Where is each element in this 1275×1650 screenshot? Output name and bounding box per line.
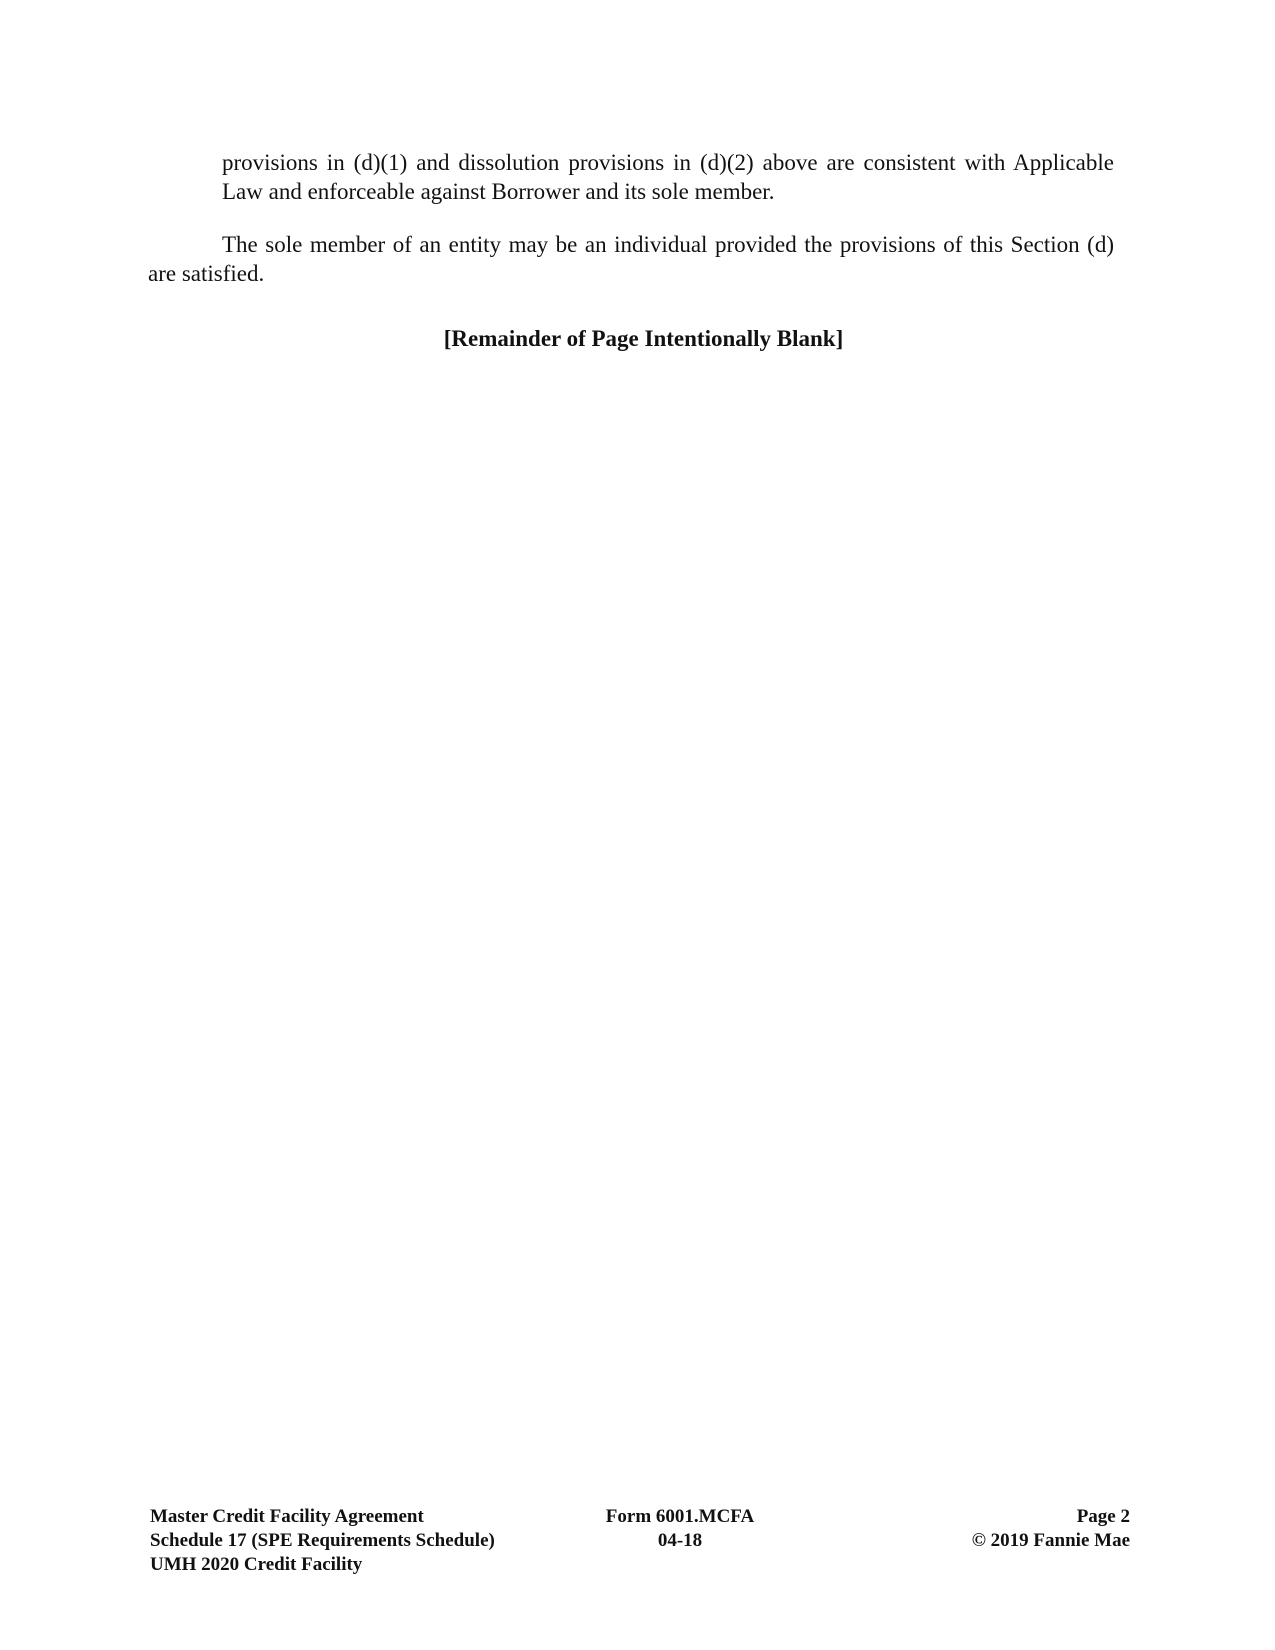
footer-schedule-title: Schedule 17 (SPE Requirements Schedule) (150, 1530, 495, 1551)
footer-page-number: Page 2 (1076, 1506, 1130, 1527)
footer-form-date: 04-18 (657, 1530, 703, 1551)
footer-center-block (580, 1505, 780, 1553)
remainder-blank-notice: [Remainder of Page Intentionally Blank] (443, 326, 844, 351)
footer-agreement-title: Master Credit Facility Agreement (150, 1506, 424, 1527)
footer-copyright: © 2019 Fannie Mae (971, 1530, 1130, 1551)
paragraph-sole-member: The sole member of an entity may be an individual provided the provisions of this Section (d) are satisfied. (148, 232, 1114, 286)
footer-facility-name: UMH 2020 Credit Facility (150, 1554, 363, 1575)
footer-right-block (880, 1505, 1130, 1553)
paragraph-continuation: provisions in (d)(1) and dissolution provisions in (d)(2) above are consistent with Applicable Law and enforceable against Borrower and its sole member. (222, 150, 1114, 204)
footer-form-number: Form 6001.MCFA (605, 1506, 755, 1527)
footer-left-block (150, 1505, 570, 1577)
